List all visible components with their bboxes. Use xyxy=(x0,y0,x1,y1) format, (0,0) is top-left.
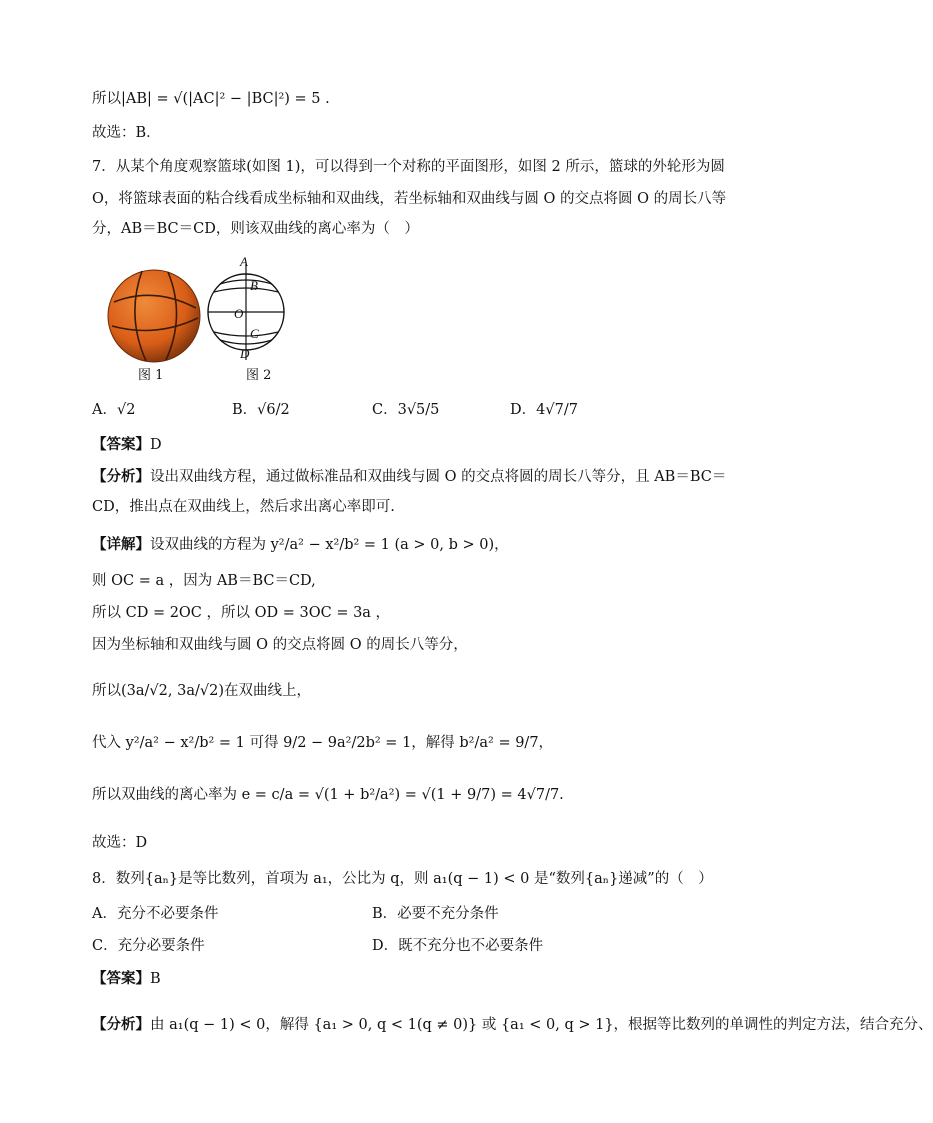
answer-label: 【答案】 xyxy=(92,970,150,987)
point-b-label: B xyxy=(250,278,258,293)
detail-text: 设双曲线的方程为 y²/a² − x²/b² = 1 (a > 0, b > 0)， xyxy=(150,537,509,553)
point-o-label: O xyxy=(234,306,244,321)
answer-label: 【答案】 xyxy=(92,436,150,453)
question-7-line: 分，AB＝BC＝CD，则该双曲线的离心率为（ ） xyxy=(92,221,419,237)
question-7-line: O，将篮球表面的粘合线看成坐标轴和双曲线，若坐标轴和双曲线与圆 O 的交点将圆 O 的周长八等 xyxy=(92,191,727,207)
point-a-label: A xyxy=(240,254,248,269)
option-b: B．√6/2 xyxy=(232,402,290,418)
analysis-label: 【分析】 xyxy=(92,468,150,485)
point-c-label: C xyxy=(250,326,259,341)
question-7-line: 7．从某个角度观察篮球(如图 1)，可以得到一个对称的平面图形，如图 2 所示，篮球的外轮形为圆 xyxy=(92,159,725,175)
detail-line: 所以(3a/√2, 3a/√2)在双曲线上， xyxy=(92,683,311,699)
analysis-line xyxy=(92,1014,933,1036)
detail-line: 所以双曲线的离心率为 e = c/a = √(1 + b²/a²) = √(1 + 9/7) = 4√7/7. xyxy=(92,787,564,803)
detail-line: 所以 CD = 2OC ，所以 OD = 3OC = 3a ， xyxy=(92,605,391,621)
answer-value: D xyxy=(150,437,162,453)
analysis-label: 【分析】 xyxy=(92,1016,150,1033)
answer-value: B xyxy=(150,971,161,987)
text-line: 所以|AB| = √(|AC|² − |BC|²) = 5 . xyxy=(92,91,330,107)
detail-label: 【详解】 xyxy=(92,536,150,553)
option-b: B．必要不充分条件 xyxy=(372,906,499,922)
text-line: 故选：B． xyxy=(92,125,161,141)
option-a: A．充分不必要条件 xyxy=(92,906,219,922)
detail-line: 因为坐标轴和双曲线与圆 O 的交点将圆 O 的周长八等分， xyxy=(92,637,468,653)
option-a: A．√2 xyxy=(92,402,136,418)
answer-line xyxy=(92,968,714,990)
detail-line xyxy=(92,534,714,556)
analysis-line: CD，推出点在双曲线上，然后求出离心率即可. xyxy=(92,499,395,515)
analysis-line xyxy=(92,466,727,488)
figure-2-caption: 图 2 xyxy=(246,368,272,383)
option-d: D．既不充分也不必要条件 xyxy=(372,938,544,954)
option-c: C．充分必要条件 xyxy=(92,938,205,954)
answer-line xyxy=(92,434,714,456)
basketball-figure xyxy=(106,268,202,364)
detail-line: 代入 y²/a² − x²/b² = 1 可得 9/2 − 9a²/2b² = 1，解得 b²/a² = 9/7， xyxy=(92,735,554,751)
figure-1-caption: 图 1 xyxy=(138,368,164,383)
text-line: 故选：D xyxy=(92,835,148,851)
analysis-text: 由 a₁(q − 1) < 0，解得 {a₁ > 0, q < 1(q ≠ 0)} 或 {a₁ < 0, q > 1}，根据等比数列的单调性的判定方法，结合充分、 xyxy=(150,1017,933,1033)
point-d-label: D xyxy=(240,346,250,361)
option-d: D．4√7/7 xyxy=(510,402,578,418)
question-8-line: 8．数列{aₙ}是等比数列，首项为 a₁，公比为 q，则 a₁(q − 1) < 0 是“数列{aₙ}递减”的（ ） xyxy=(92,871,713,887)
detail-line: 则 OC = a ，因为 AB＝BC＝CD, xyxy=(92,573,316,589)
analysis-text: 设出双曲线方程，通过做标准品和双曲线与圆 O 的交点将圆的周长八等分，且 AB＝BC＝ xyxy=(150,469,727,485)
option-c: C．3√5/5 xyxy=(372,402,440,418)
